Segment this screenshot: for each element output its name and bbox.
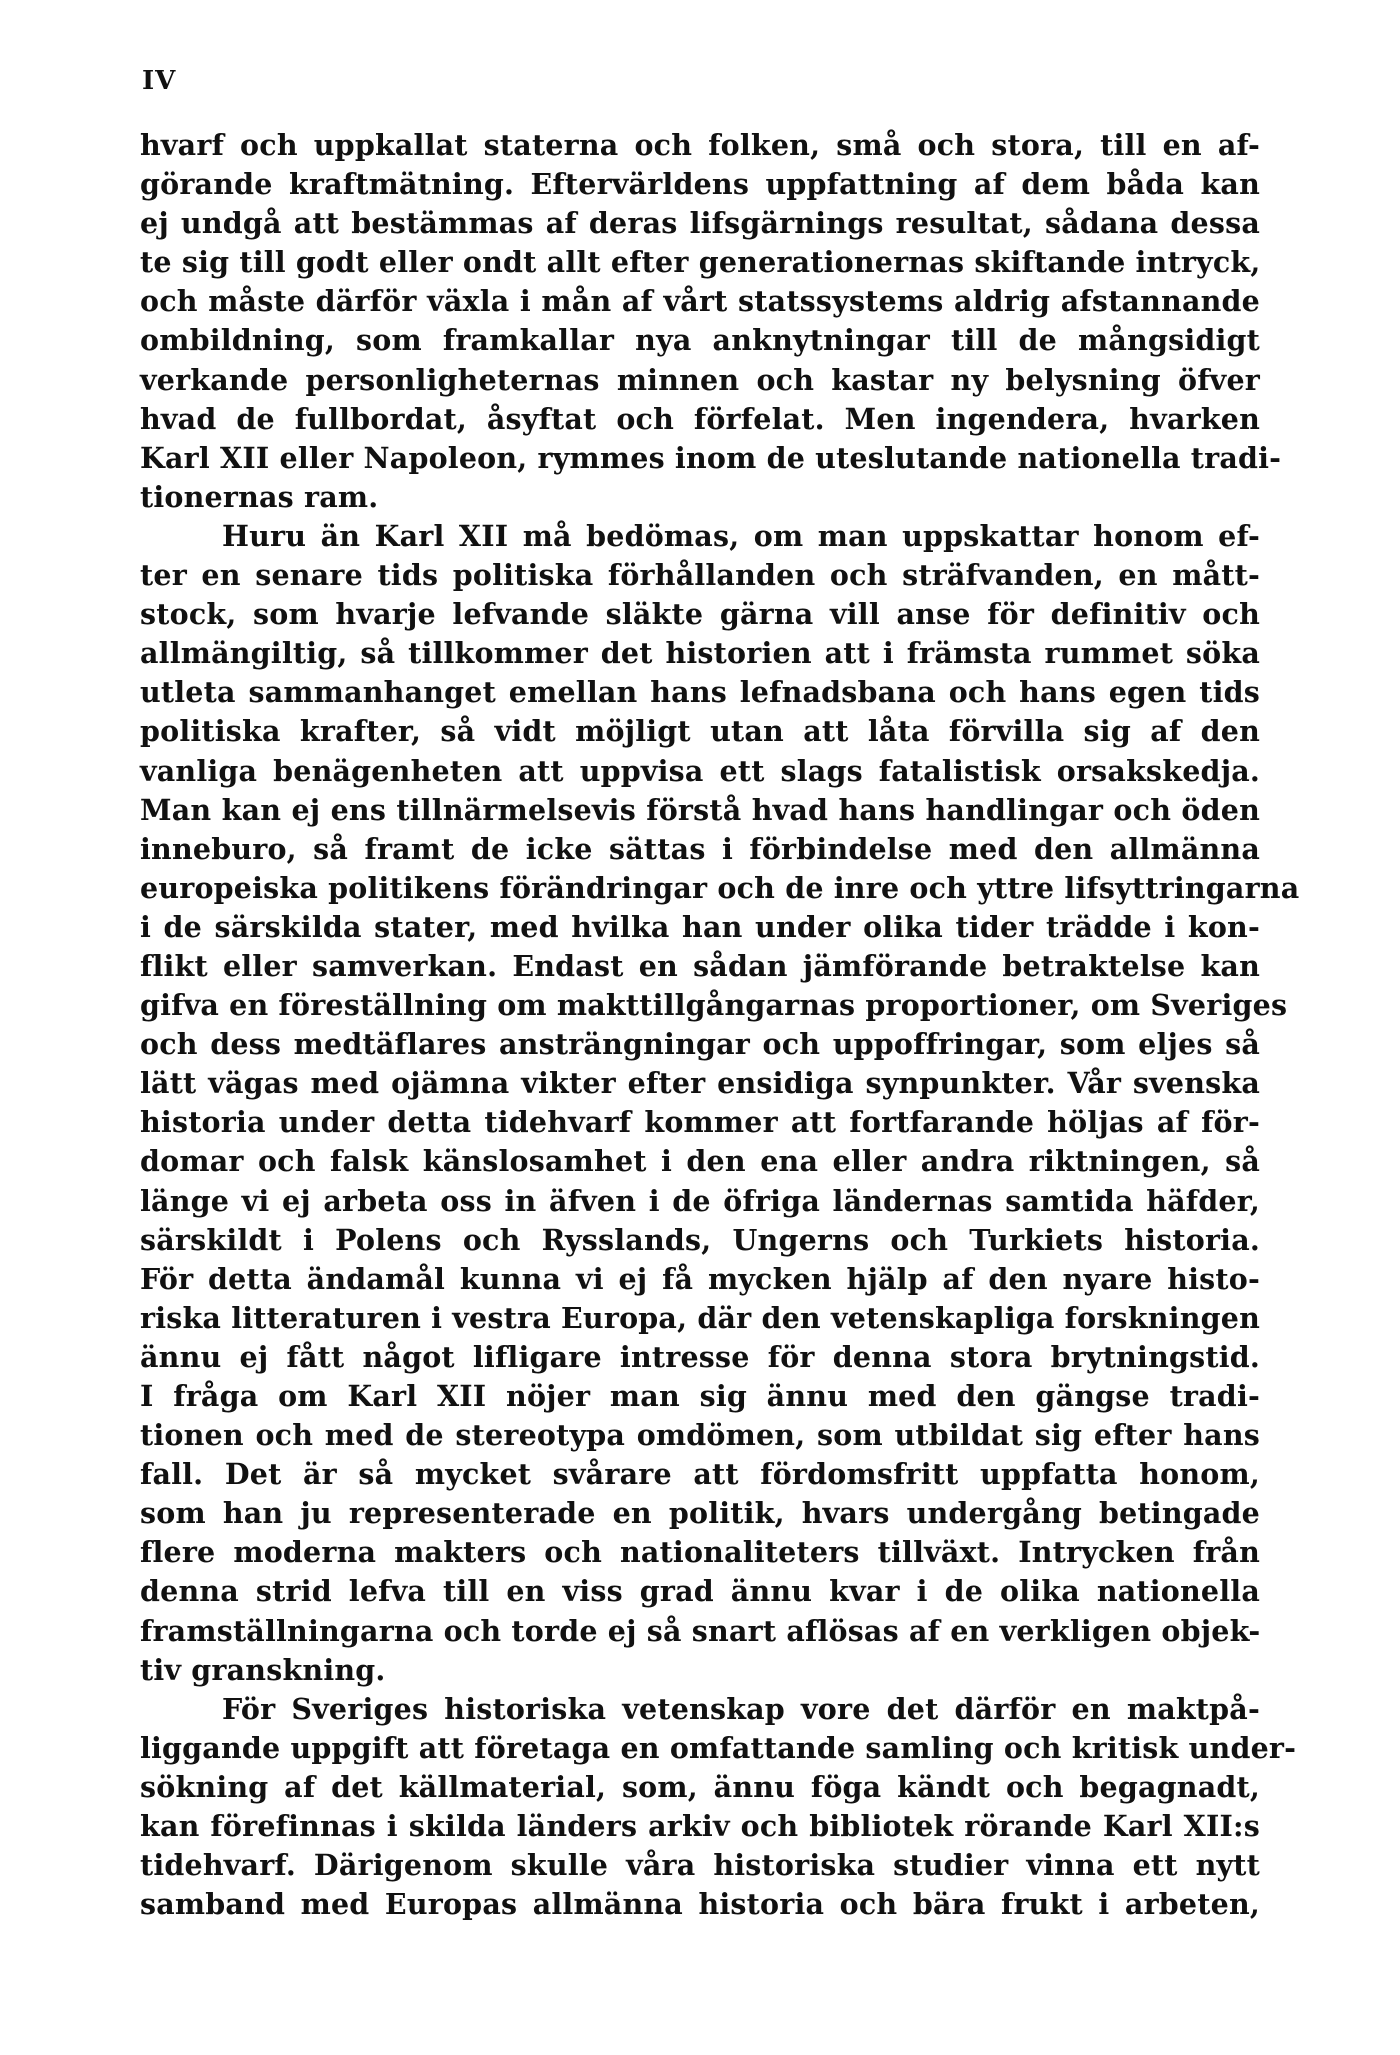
text-line: flere moderna makters och nationaliteters tillväxt. Intrycken från: [140, 1535, 1260, 1570]
text-line: allmängiltig, så tillkommer det historien att i främsta rummet söka: [140, 636, 1260, 671]
text-line: vanliga benägenheten att uppvisa ett slags fatalistisk orsakskedja.: [140, 753, 1260, 788]
text-line: kan förefinnas i skilda länders arkiv och bibliotek rörande Karl XII:s: [140, 1809, 1260, 1844]
text-line: tiv granskning.: [140, 1652, 386, 1687]
text-line: riska litteraturen i vestra Europa, där den vetenskapliga forskningen: [140, 1300, 1260, 1335]
text-line: För detta ändamål kunna vi ej få mycken hjälp af den nyare histo-: [140, 1261, 1260, 1296]
text-line: hvad de fullbordat, åsyftat och förfelat. Men ingendera, hvarken: [140, 401, 1260, 436]
text-line: Karl XII eller Napoleon, rymmes inom de uteslutande nationella tradi-: [140, 440, 1282, 475]
text-line: europeiska politikens förändringar och de inre och yttre lifsyttringarna: [140, 870, 1300, 905]
text-line: och dess medtäflares ansträngningar och uppoffringar, som eljes så: [140, 1027, 1260, 1062]
text-line: lätt vägas med ojämna vikter efter ensidiga synpunkter. Vår svenska: [140, 1066, 1260, 1101]
text-line: inneburo, så framt de icke sättas i förbindelse med den allmänna: [140, 831, 1260, 866]
text-line: För Sveriges historiska vetenskap vore det därför en maktpå-: [222, 1691, 1260, 1726]
text-line: ter en senare tids politiska förhållanden och sträfvanden, en mått-: [140, 558, 1260, 593]
text-line: som han ju representerade en politik, hvars undergång betingade: [140, 1496, 1260, 1531]
text-line: görande kraftmätning. Eftervärldens uppfattning af dem båda kan: [140, 167, 1260, 202]
body-text: [140, 126, 1300, 1924]
text-line: tionernas ram.: [140, 479, 379, 514]
text-line: särskildt i Polens och Rysslands, Ungerns och Turkiets historia.: [140, 1222, 1260, 1257]
text-line: stock, som hvarje lefvande släkte gärna vill anse för definitiv och: [140, 597, 1260, 632]
text-line: flikt eller samverkan. Endast en sådan jämförande betraktelse kan: [140, 948, 1260, 983]
text-line: ombildning, som framkallar nya anknytningar till de mångsidigt: [140, 323, 1260, 358]
text-line: verkande personligheternas minnen och kastar ny belysning öfver: [140, 362, 1260, 397]
text-line: Huru än Karl XII må bedömas, om man uppskattar honom ef-: [222, 518, 1260, 553]
text-line: tidehvarf. Därigenom skulle våra historiska studier vinna ett nytt: [140, 1848, 1260, 1883]
page-number: IV: [142, 66, 177, 96]
text-line: denna strid lefva till en viss grad ännu kvar i de olika nationella: [140, 1574, 1260, 1609]
text-line: I fråga om Karl XII nöjer man sig ännu med den gängse tradi-: [140, 1379, 1260, 1413]
text-line: sökning af det källmaterial, som, ännu föga kändt och begagnadt,: [140, 1769, 1260, 1804]
text-line: ej undgå att bestämmas af deras lifsgärnings resultat, sådana dessa: [140, 206, 1260, 241]
text-line: te sig till godt eller ondt allt efter generationernas skiftande intryck,: [140, 245, 1261, 280]
text-line: i de särskilda stater, med hvilka han under olika tider trädde i kon-: [140, 909, 1260, 944]
text-line: historia under detta tidehvarf kommer att fortfarande höljas af för-: [140, 1105, 1260, 1140]
text-line: liggande uppgift att företaga en omfattande samling och kritisk under-: [140, 1730, 1297, 1765]
text-line: utleta sammanhanget emellan hans lefnadsbana och hans egen tids: [140, 675, 1260, 710]
text-line: fall. Det är så mycket svårare att fördomsfritt uppfatta honom,: [140, 1457, 1260, 1492]
text-line: Man kan ej ens tillnärmelsevis förstå hvad hans handlingar och öden: [140, 792, 1260, 827]
text-line: tionen och med de stereotypa omdömen, som utbildat sig efter hans: [140, 1418, 1260, 1453]
text-line: samband med Europas allmänna historia och bära frukt i arbeten,: [140, 1887, 1260, 1922]
text-line: ännu ej fått något lifligare intresse för denna stora brytningstid.: [140, 1339, 1260, 1374]
text-line: länge vi ej arbeta oss in äfven i de öfriga ländernas samtida häfder,: [140, 1183, 1260, 1218]
text-line: domar och falsk känslosamhet i den ena eller andra riktningen, så: [140, 1144, 1260, 1179]
text-line: framställningarna och torde ej så snart aflösas af en verkligen objek-: [140, 1613, 1261, 1648]
text-line: politiska krafter, så vidt möjligt utan att låta förvilla sig af den: [140, 714, 1260, 749]
text-line: gifva en föreställning om makttillgångarnas proportioner, om Sveriges: [140, 988, 1288, 1023]
text-line: hvarf och uppkallat staterna och folken, små och stora, till en af-: [140, 128, 1260, 162]
text-line: och måste därför växla i mån af vårt statssystems aldrig afstannande: [140, 284, 1260, 319]
